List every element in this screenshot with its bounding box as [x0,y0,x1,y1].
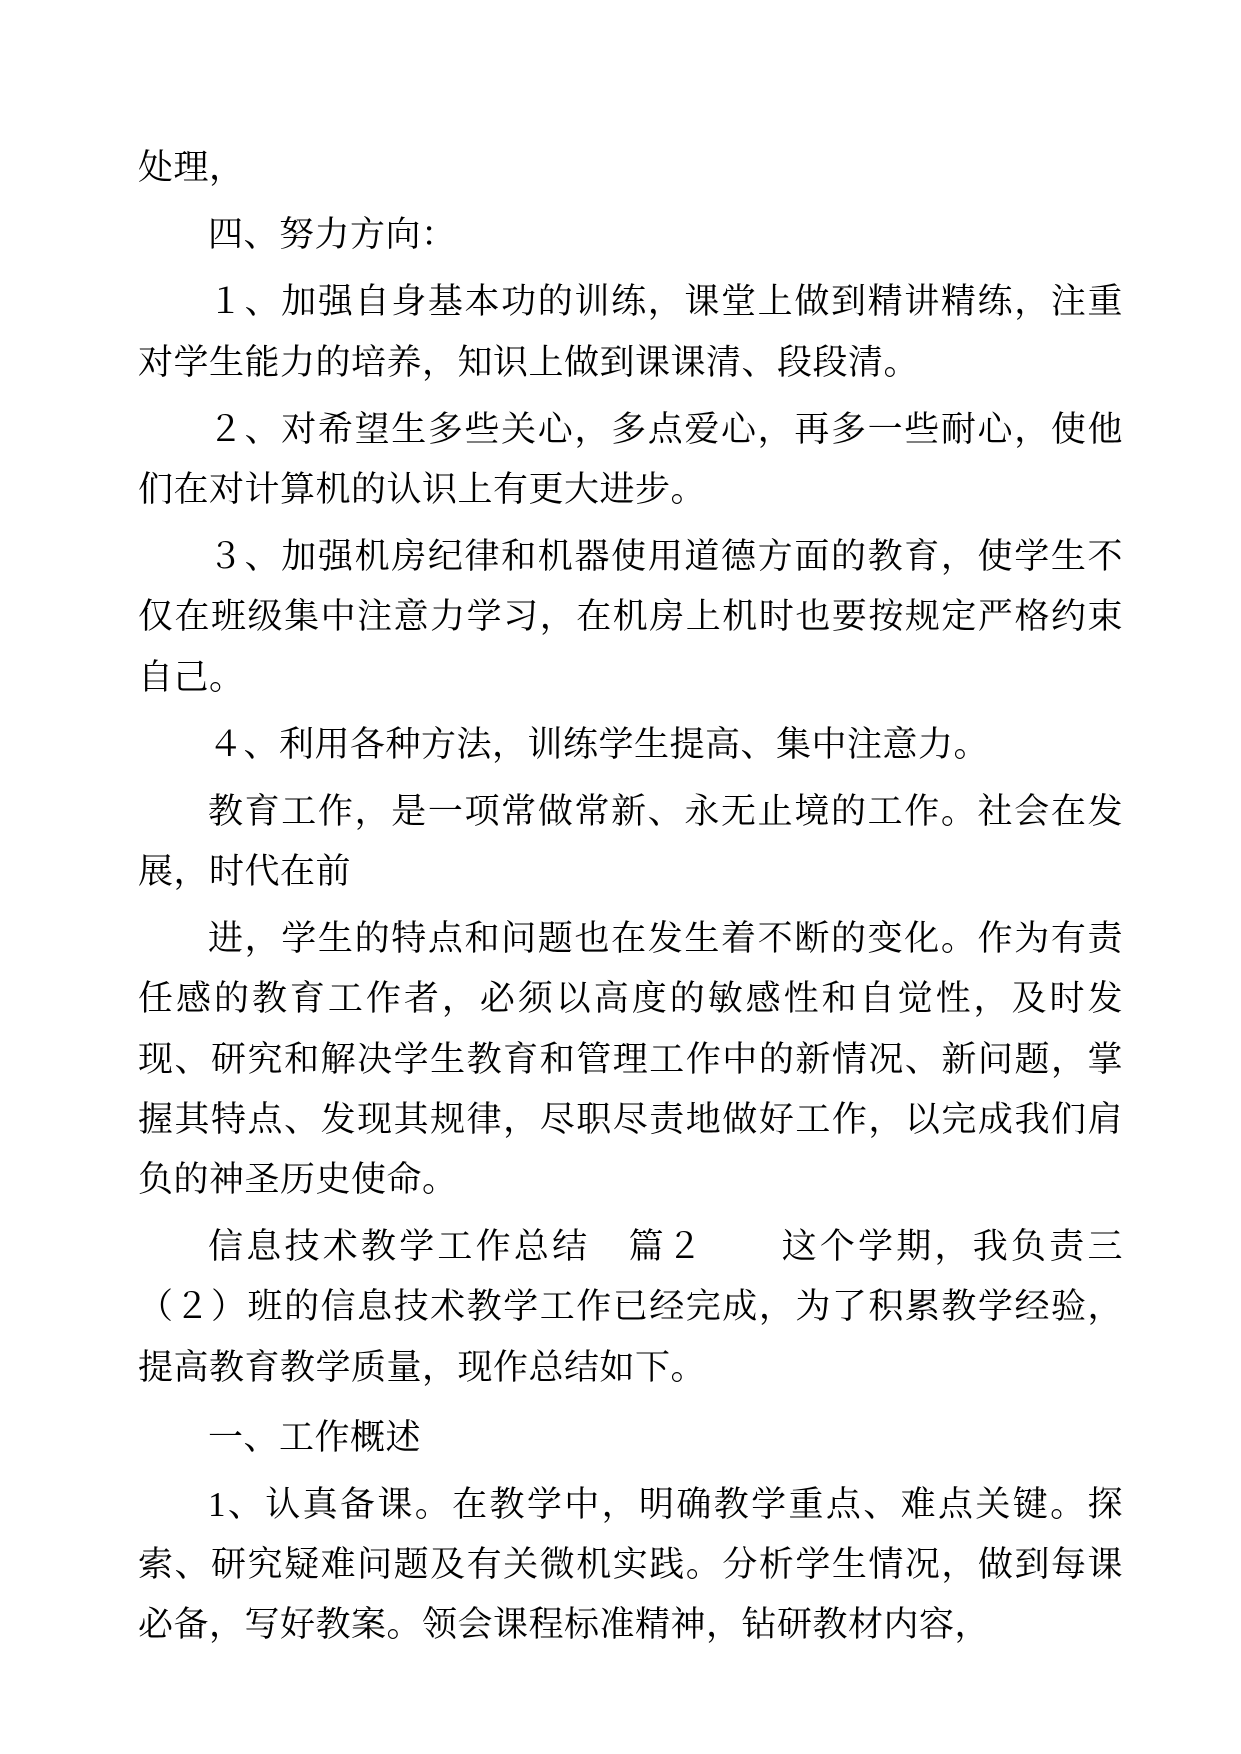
paragraph: １、加强自身基本功的训练，课堂上做到精讲精练，注重对学生能力的培养，知识上做到课课清、段段清。 [138,282,1123,382]
paragraph: 1、认真备课。在教学中，明确教学重点、难点关键。探索、研究疑难问题及有关微机实践。分析学生情况，做到每课必备，写好教案。领会课程标准精神，钻研教材内容， [138,1484,1123,1645]
paragraph: ４、利用各种方法，训练学生提高、集中注意力。 [208,724,990,764]
paragraph: 四、努力方向： [208,215,457,255]
paragraph: 信息技术教学工作总结 篇２ 这个学期，我负责三（２）班的信息技术教学工作已经完成，为了积累教学经验，提高教育教学质量，现作总结如下。 [138,1227,1123,1387]
paragraph: ３、加强机房纪律和机器使用道德方面的教育，使学生不仅在班级集中注意力学习，在机房上机时也要按规定严格约束自己。 [138,537,1123,697]
paragraph: 处理， [138,148,245,187]
document-body [138,138,1123,1656]
paragraph: ２、对希望生多些关心，多点爱心，再多一些耐心，使他们在对计算机的认识上有更大进步。 [138,409,1123,509]
paragraph: 一、工作概述 [208,1417,422,1457]
paragraph: 进，学生的特点和问题也在发生着不断的变化。作为有责任感的教育工作者，必须以高度的敏感性和自觉性，及时发现、研究和解决学生教育和管理工作中的新情况、新问题，掌握其特点、发现其规律，尽职尽责地做好工作，以完成我们肩负的神圣历史使命。 [138,919,1123,1199]
paragraph: 教育工作，是一项常做常新、永无止境的工作。社会在发展，时代在前 [138,791,1123,892]
